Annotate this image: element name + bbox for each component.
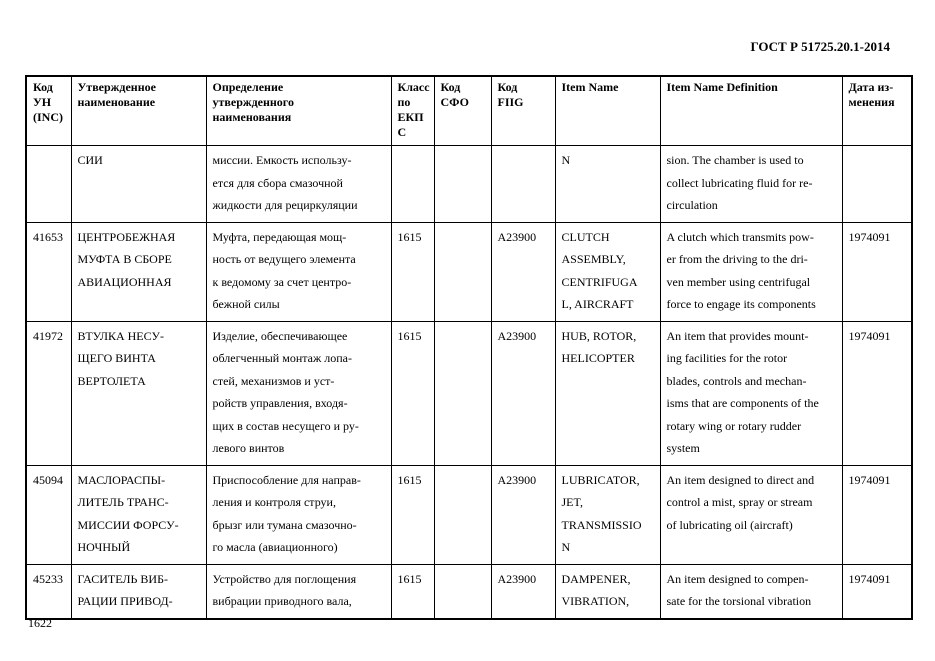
cell-item_name_definition [660, 465, 842, 564]
text-line: миссии. Емкость использу- [212, 153, 352, 167]
text-line: к ведомому за счет центро- [212, 274, 352, 289]
text-line: ЩЕГО ВИНТА [77, 351, 156, 365]
cell-ekps_class [391, 321, 434, 465]
cell-item_name [555, 564, 660, 619]
text-line: 41972 [33, 328, 63, 343]
table-header [26, 76, 912, 146]
text-line: левого винтов [212, 441, 285, 455]
text-line: НОЧНЫЙ [77, 540, 131, 554]
text-line: 41653 [33, 229, 63, 244]
column-header-fiig_code [491, 76, 555, 146]
table-row [26, 222, 912, 321]
text-line: DAMPENER, [561, 571, 631, 586]
text-line: VIBRATION, [561, 594, 630, 608]
cell-change_date [842, 146, 912, 223]
text-line: isms that are components of the [666, 396, 819, 410]
standard-reference: ГОСТ Р 51725.20.1-2014 [750, 39, 890, 54]
cell-change_date [842, 222, 912, 321]
text-line: Item Name [561, 80, 619, 94]
cell-inc [26, 321, 71, 465]
cell-fiig_code [491, 564, 555, 619]
text-line: sate for the torsional vibration [666, 594, 812, 608]
text-line: щих в состав несущего и ру- [212, 418, 359, 433]
text-line: N [561, 540, 571, 554]
text-line: наименования [212, 110, 292, 124]
text-line: TRANSMISSIO [561, 517, 642, 532]
text-line: ven member using centrifugal [666, 274, 811, 289]
text-line: Код [440, 80, 461, 94]
cell-ekps_class [391, 146, 434, 223]
text-line: МУФТА В СБОРЕ [77, 252, 172, 266]
text-line: Дата из- [848, 80, 894, 94]
text-line: менения [848, 95, 895, 109]
text-line: ASSEMBLY, [561, 252, 626, 266]
cell-approved_name [71, 564, 206, 619]
text-line: утвержденного [212, 95, 294, 109]
text-line: 1974091 [848, 472, 891, 487]
column-header-change_date [842, 76, 912, 146]
cell-item_name_definition [660, 564, 842, 619]
cell-approved_definition [206, 146, 391, 223]
text-line: FIIG [497, 95, 524, 109]
column-header-approved_name [71, 76, 206, 146]
text-line: по [397, 95, 411, 109]
cell-fiig_code [491, 321, 555, 465]
text-line: (INC) [33, 110, 63, 124]
text-line: 1615 [397, 328, 422, 343]
text-line: 1974091 [848, 229, 891, 244]
text-line: жидкости для рециркуляции [212, 198, 358, 212]
text-line: ЕКП [397, 110, 424, 124]
text-line: Класс [397, 80, 430, 94]
catalog-table [25, 75, 913, 620]
cell-item_name [555, 321, 660, 465]
text-line: бежной силы [212, 297, 280, 311]
text-line: 45233 [33, 571, 63, 586]
text-line: 1615 [397, 472, 422, 487]
text-line: стей, механизмов и уст- [212, 373, 335, 388]
text-line: МИССИИ ФОРСУ- [77, 517, 179, 532]
cell-approved_name [71, 321, 206, 465]
cell-sfo_code [434, 222, 491, 321]
text-line: Код [497, 80, 518, 94]
text-line: МАСЛОРАСПЫ- [77, 472, 166, 487]
cell-item_name [555, 222, 660, 321]
cell-sfo_code [434, 321, 491, 465]
column-header-approved_definition [206, 76, 391, 146]
text-line: ЛИТЕЛЬ ТРАНС- [77, 495, 169, 509]
text-line: An item that provides mount- [666, 328, 809, 343]
cell-approved_definition [206, 564, 391, 619]
table-row [26, 564, 912, 619]
cell-sfo_code [434, 465, 491, 564]
text-line: ройств управления, входя- [212, 396, 348, 410]
text-line: system [666, 441, 700, 455]
text-line: ГАСИТЕЛЬ ВИБ- [77, 571, 168, 586]
text-line: АВИАЦИОННАЯ [77, 274, 172, 289]
cell-approved_name [71, 146, 206, 223]
text-line: A23900 [497, 328, 537, 343]
text-line: ing facilities for the rotor [666, 351, 788, 365]
text-line: A23900 [497, 472, 537, 487]
text-line: blades, controls and mechan- [666, 373, 807, 388]
text-line: An item designed to compen- [666, 571, 809, 586]
text-line: наименование [77, 95, 156, 109]
cell-ekps_class [391, 222, 434, 321]
text-line: sion. The chamber is used to [666, 153, 804, 167]
cell-item_name_definition [660, 321, 842, 465]
text-line: Устройство для поглощения [212, 571, 357, 586]
text-line: РАЦИИ ПРИВОД- [77, 594, 173, 608]
cell-item_name [555, 146, 660, 223]
cell-inc [26, 146, 71, 223]
table-row [26, 146, 912, 223]
cell-item_name_definition [660, 222, 842, 321]
text-line: er from the driving to the dri- [666, 252, 808, 266]
text-line: A23900 [497, 571, 537, 586]
text-line: вибрации приводного вала, [212, 594, 352, 608]
text-line: LUBRICATOR, [561, 472, 640, 487]
column-header-inc [26, 76, 71, 146]
table-row [26, 465, 912, 564]
catalog-table-container [25, 75, 913, 620]
text-line: HELICOPTER [561, 351, 635, 365]
text-line: ВТУЛКА НЕСУ- [77, 328, 164, 343]
text-line: JET, [561, 495, 583, 509]
column-header-sfo_code [434, 76, 491, 146]
text-line: Муфта, передающая мощ- [212, 229, 347, 244]
column-header-ekps_class [391, 76, 434, 146]
cell-inc [26, 222, 71, 321]
cell-sfo_code [434, 146, 491, 223]
text-line: CLUTCH [561, 229, 610, 244]
cell-ekps_class [391, 465, 434, 564]
text-line: Приспособление для направ- [212, 472, 361, 487]
cell-fiig_code [491, 222, 555, 321]
text-line: ется для сбора смазочной [212, 175, 343, 190]
cell-approved_name [71, 222, 206, 321]
text-line: Код [33, 80, 53, 94]
text-line: L, AIRCRAFT [561, 297, 634, 311]
text-line: Item Name Definition [666, 80, 778, 94]
page-number: 1622 [28, 616, 52, 630]
text-line: control a mist, spray or stream [666, 495, 813, 509]
text-line: CENTRIFUGA [561, 274, 638, 289]
cell-change_date [842, 564, 912, 619]
cell-ekps_class [391, 564, 434, 619]
text-line: го масла (авиационного) [212, 540, 338, 554]
column-header-item_name_definition [660, 76, 842, 146]
cell-approved_definition [206, 222, 391, 321]
text-line: HUB, ROTOR, [561, 328, 637, 343]
text-line: Изделие, обеспечивающее [212, 328, 348, 343]
text-line: брызг или тумана смазочно- [212, 517, 357, 532]
cell-fiig_code [491, 146, 555, 223]
cell-fiig_code [491, 465, 555, 564]
header-row [26, 76, 912, 146]
text-line: N [561, 153, 571, 167]
text-line: облегченный монтаж лопа- [212, 351, 352, 365]
text-line: Утвержденное [77, 80, 156, 94]
text-line: СИИ [77, 153, 103, 167]
cell-approved_name [71, 465, 206, 564]
text-line: С [397, 125, 407, 139]
cell-change_date [842, 465, 912, 564]
text-line: ность от ведущего элемента [212, 252, 356, 266]
text-line: ВЕРТОЛЕТА [77, 373, 146, 388]
text-line: circulation [666, 198, 718, 212]
cell-inc [26, 564, 71, 619]
text-line: A clutch which transmits pow- [666, 229, 814, 244]
text-line: 1974091 [848, 328, 891, 343]
text-line: УН [33, 95, 52, 109]
text-line: 1615 [397, 571, 422, 586]
table-body [26, 146, 912, 619]
text-line: Определение [212, 80, 284, 94]
column-header-item_name [555, 76, 660, 146]
cell-change_date [842, 321, 912, 465]
cell-item_name [555, 465, 660, 564]
text-line: rotary wing or rotary rudder [666, 418, 802, 433]
table-row [26, 321, 912, 465]
text-line: A23900 [497, 229, 537, 244]
cell-approved_definition [206, 465, 391, 564]
text-line: An item designed to direct and [666, 472, 815, 487]
text-line: ЦЕНТРОБЕЖНАЯ [77, 229, 176, 244]
text-line: collect lubricating fluid for re- [666, 175, 813, 190]
text-line: force to engage its components [666, 297, 816, 311]
cell-approved_definition [206, 321, 391, 465]
cell-sfo_code [434, 564, 491, 619]
text-line: СФО [440, 95, 469, 109]
text-line: 1974091 [848, 571, 891, 586]
text-line: 45094 [33, 472, 63, 487]
cell-inc [26, 465, 71, 564]
text-line: 1615 [397, 229, 422, 244]
text-line: of lubricating oil (aircraft) [666, 517, 793, 532]
text-line: ления и контроля струи, [212, 495, 336, 509]
cell-item_name_definition [660, 146, 842, 223]
